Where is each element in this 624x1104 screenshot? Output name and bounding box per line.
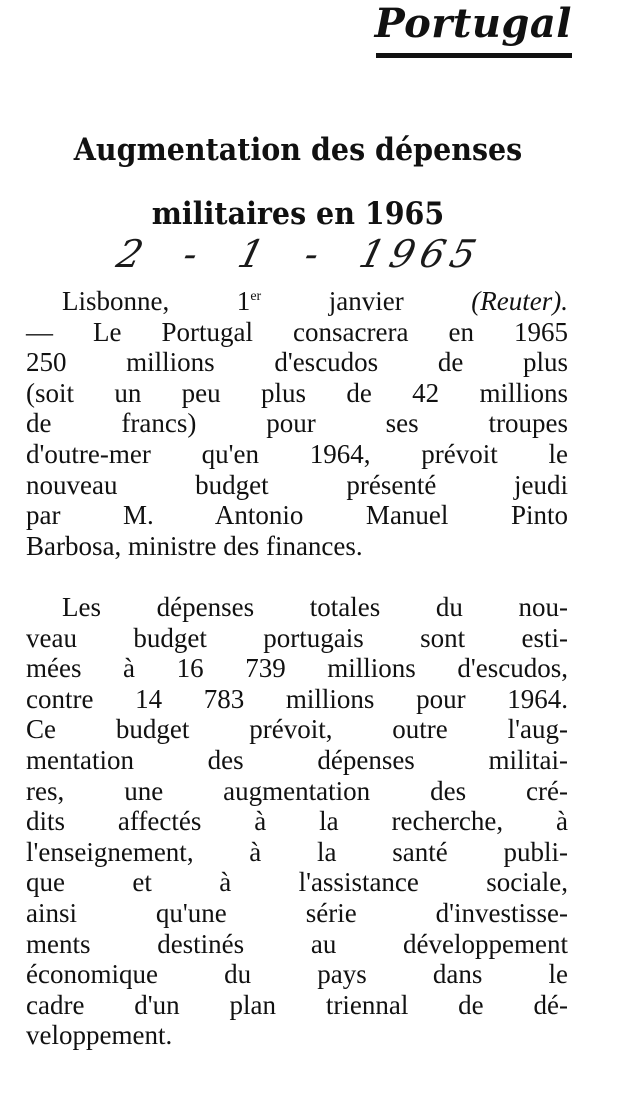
- text-line: (soit un peu plus de 42 millions: [26, 377, 568, 408]
- dateline-ordinal: er: [250, 289, 262, 304]
- handwritten-date-annotation: 2 - 1 - 1965: [112, 232, 487, 276]
- dateline-city: Lisbonne, 1: [62, 286, 251, 316]
- text-line: res, une augmentation des cré-: [26, 775, 568, 806]
- article-paragraph-1: [26, 286, 568, 561]
- text-line: d'outre-mer qu'en 1964, prévoit le: [26, 438, 568, 469]
- text-line: veau budget portugais sont esti-: [26, 622, 568, 653]
- text-line: ainsi qu'une série d'investisse-: [26, 897, 568, 928]
- article-paragraph-2: [26, 592, 568, 1051]
- headline-line-2: militaires en 1965: [151, 196, 445, 232]
- text-line: Les dépenses totales du nou-: [62, 592, 568, 622]
- text-line: nouveau budget présenté jeudi: [26, 469, 568, 500]
- text-line: cadre d'un plan triennal de dé-: [26, 989, 568, 1020]
- text-line: Barbosa, ministre des finances.: [26, 530, 363, 561]
- dateline: [26, 286, 568, 317]
- text-line: dits affectés à la recherche, à: [26, 806, 568, 837]
- text-line: par M. Antonio Manuel Pinto: [26, 500, 568, 531]
- text-line: veloppement.: [26, 1020, 173, 1051]
- text-line: économique du pays dans le: [26, 959, 568, 990]
- text-line: contre 14 783 millions pour 1964.: [26, 683, 568, 714]
- text-line: 250 millions d'escudos de plus: [26, 347, 568, 378]
- text-line: l'enseignement, à la santé publi-: [26, 836, 568, 867]
- text-line: de francs) pour ses troupes: [26, 408, 568, 439]
- text-line: que et à l'assistance sociale,: [26, 867, 568, 898]
- dateline-agency: (Reuter).: [471, 286, 568, 316]
- text-line: mentation des dépenses militai-: [26, 744, 568, 775]
- text-line: Ce budget prévoit, outre l'aug-: [26, 714, 568, 745]
- text-line: — Le Portugal consacrera en 1965: [26, 316, 568, 347]
- section-label: Portugal: [374, 0, 572, 47]
- section-underline: [376, 53, 572, 58]
- headline-line-1: Augmentation des dépenses: [73, 132, 523, 168]
- text-line: mées à 16 739 millions d'escudos,: [26, 653, 568, 684]
- dateline-date: janvier: [261, 286, 472, 316]
- text-line: ments destinés au développement: [26, 928, 568, 959]
- article-headline: [46, 118, 550, 246]
